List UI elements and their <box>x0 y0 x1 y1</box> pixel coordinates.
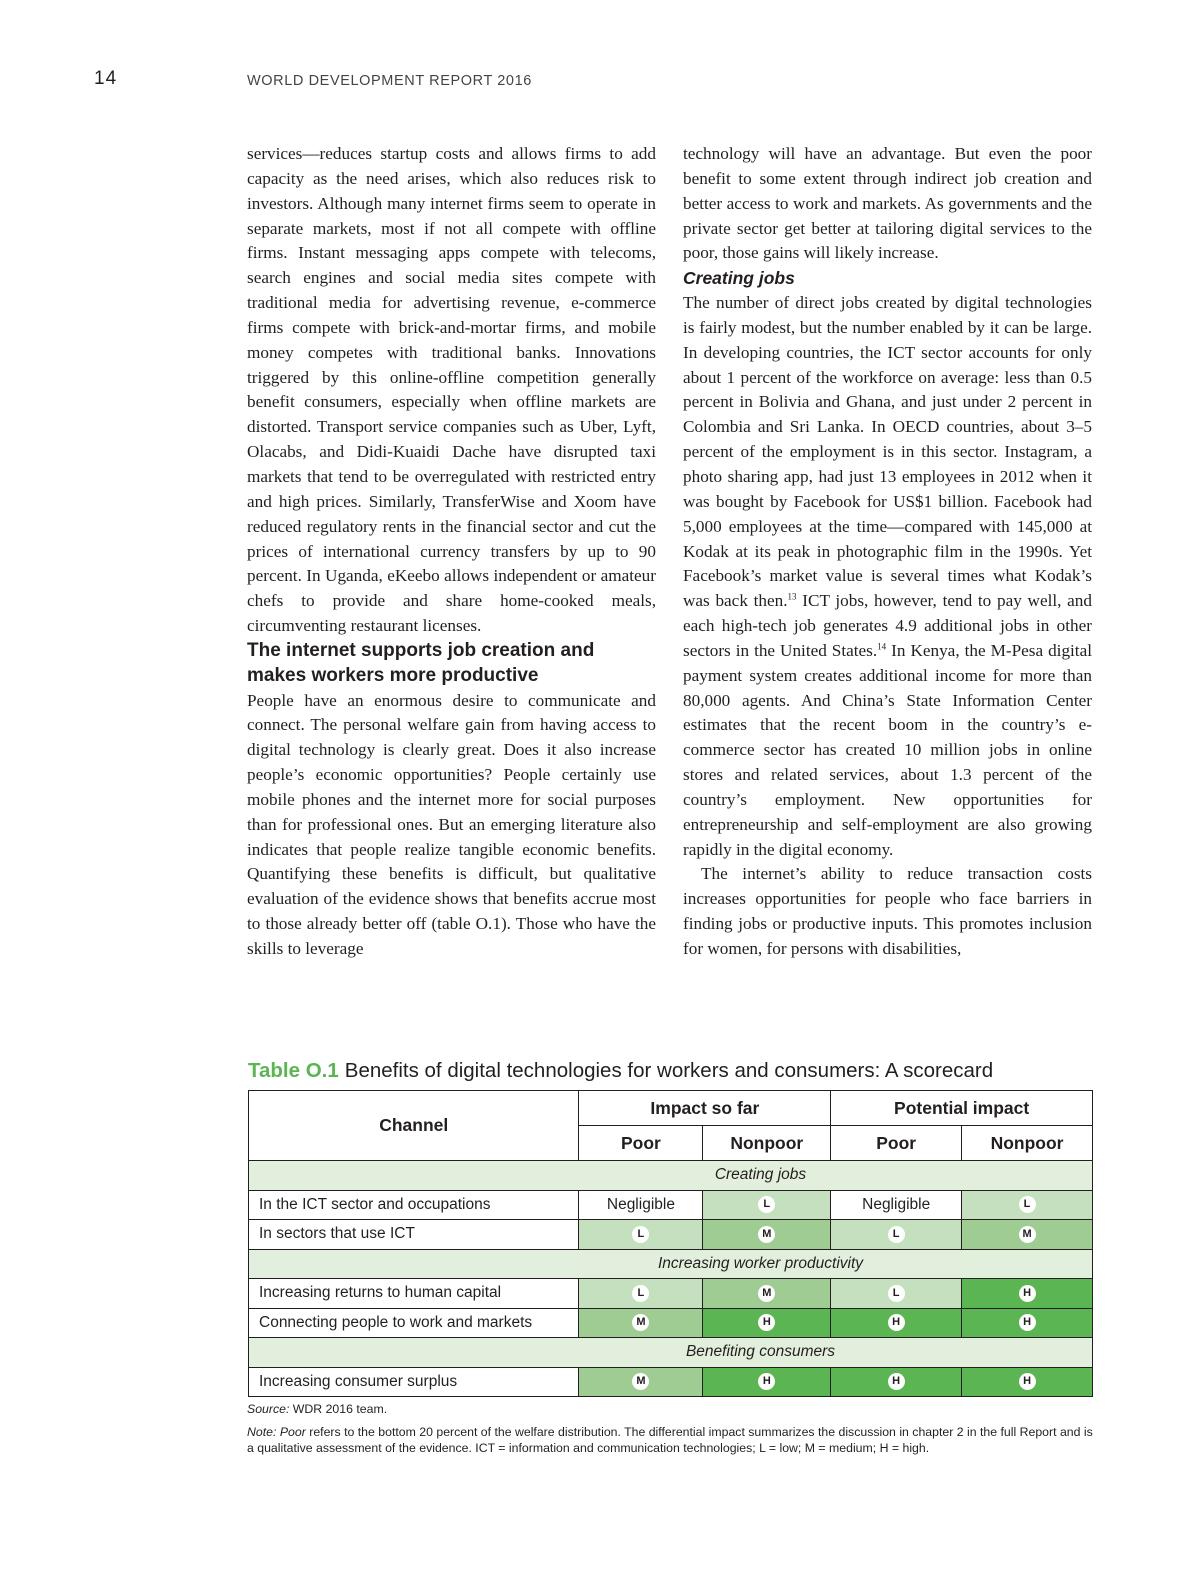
text: ICT jobs, however, tend to pay well, and each high-tech job generates 4.9 additional jobs in other sectors in the United States. <box>683 591 1092 660</box>
left-column <box>247 142 656 962</box>
body-paragraph: services—reduces startup costs and allows firms to add capacity as the need arises, which also reduces risk to investors. Although many internet firms seem to operate in separate markets, most if not all compete with offline firms. Instant messaging apps compete with telecoms, search engines and social media sites compete with traditional media for advertising revenue, e-commerce firms compete with brick-and-mortar firms, and mobile money competes with traditional banks. Innovations triggered by this online-offline competition generally benefit consumers, especially when offline markets are distorted. Transport service companies such as Uber, Lyft, Olacabs, and Didi-Kuaidi Dache have disrupted taxi markets that tend to be overregulated with restricted entry and high prices. Similarly, TransferWise and Xoom have reduced regulatory rents in the financial sector and cut the prices of international currency transfers by up to 90 percent. In Uganda, eKeebo allows independent or amateur chefs to provide and share home-cooked meals, circumventing restaurant licenses. <box>247 144 656 636</box>
rating-badge: L <box>632 1226 649 1243</box>
source-line <box>247 1401 1097 1417</box>
rating-badge: M <box>758 1226 775 1243</box>
rating-badge: L <box>888 1226 905 1243</box>
rating-cell <box>831 1279 962 1309</box>
header-channel: Channel <box>249 1091 579 1161</box>
section-row <box>249 1249 1093 1279</box>
rating-cell <box>703 1279 831 1309</box>
channel-cell: Increasing returns to human capital <box>249 1279 579 1309</box>
table-row <box>249 1279 1093 1309</box>
rating-badge: H <box>1019 1373 1036 1390</box>
rating-cell <box>579 1279 703 1309</box>
rating-badge: M <box>758 1285 775 1302</box>
rating-cell <box>579 1220 703 1250</box>
footnote-ref: 13 <box>787 591 797 602</box>
section-heading: The internet supports job creation and makes workers more productive <box>247 639 595 686</box>
rating-cell <box>831 1367 962 1397</box>
rating-badge: H <box>1019 1314 1036 1331</box>
header-nonpoor: Nonpoor <box>962 1126 1093 1161</box>
rating-cell <box>831 1308 962 1338</box>
table-label: Table O.1 <box>248 1059 339 1082</box>
rating-cell <box>962 1190 1093 1220</box>
page-number: 14 <box>94 68 118 89</box>
header-poor: Poor <box>579 1126 703 1161</box>
rating-cell <box>579 1308 703 1338</box>
table-row <box>249 1220 1093 1250</box>
rating-cell <box>962 1220 1093 1250</box>
source-text: WDR 2016 team. <box>289 1402 388 1416</box>
header-impact-so-far: Impact so far <box>579 1091 831 1126</box>
rating-badge: M <box>632 1314 649 1331</box>
table-notes <box>247 1401 1097 1463</box>
body-paragraph: technology will have an advantage. But even the poor benefit to some extent through indirect job creation and better access to work and markets. As governments and the private sector get better at tailoring digital services to the poor, those gains will likely increase. <box>683 144 1092 263</box>
section-row <box>249 1338 1093 1368</box>
rating-cell <box>831 1220 962 1250</box>
rating-badge: L <box>888 1285 905 1302</box>
note-line <box>247 1424 1097 1456</box>
table-row <box>249 1190 1093 1220</box>
note-text: refers to the bottom 20 percent of the welfare distribution. The differential impact summarizes the discussion in chapter 2 in the full Report and is a qualitative assessment of the evidence. ICT = information and communication technologies; L = low; M = medium; H = high. <box>247 1425 1093 1455</box>
header-poor: Poor <box>831 1126 962 1161</box>
channel-cell: In the ICT sector and occupations <box>249 1190 579 1220</box>
rating-badge: M <box>1019 1226 1036 1243</box>
table-title <box>248 1059 993 1083</box>
header-potential-impact: Potential impact <box>831 1091 1093 1126</box>
body-paragraph: The internet’s ability to reduce transaction costs increases opportunities for people who face barriers in finding jobs or productive inputs. This promotes inclusion for women, for persons with disabilities, <box>683 864 1092 958</box>
channel-cell: Increasing consumer surplus <box>249 1367 579 1397</box>
rating-badge: H <box>758 1314 775 1331</box>
subsection-heading: Creating jobs <box>683 268 795 289</box>
section-label: Increasing worker productivity <box>249 1249 1093 1279</box>
text: The number of direct jobs created by digital technologies is fairly modest, but the number enabled by it can be large. In developing countries, the ICT sector accounts for only about 1 percent of the workforce on average: less than 0.5 percent in Bolivia and Ghana, and just under 2 percent in Colombia and Sri Lanka. In OECD countries, about 3–5 percent of the employment is in this sector. Instagram, a photo sharing app, had just 13 employees in 2012 when it was bought by Facebook for US$1 billion. Facebook had 5,000 employees at the time—compared with 145,000 at Kodak at its peak in photographic film in the 1990s. Yet Facebook’s market value is several times what Kodak’s was back then. <box>683 293 1092 611</box>
section-label: Creating jobs <box>249 1161 1093 1191</box>
rating-cell <box>703 1367 831 1397</box>
rating-badge: H <box>1019 1285 1036 1302</box>
header-nonpoor: Nonpoor <box>703 1126 831 1161</box>
text: In Kenya, the M-Pesa digital payment system creates additional income for more than 80,000 agents. And China’s State Information Center estimates that the recent boom in the country’s e-commerce sector has created 10 million jobs in online stores and related services, about 1.3 percent of the country’s employment. New opportunities for entrepreneurship and self-employment are also growing rapidly in the digital economy. <box>683 640 1092 859</box>
section-label: Benefiting consumers <box>249 1338 1093 1368</box>
rating-cell: Negligible <box>831 1190 962 1220</box>
body-paragraph: People have an enormous desire to communicate and connect. The personal welfare gain from having access to digital technology is clearly great. Does it also increase people’s economic opportunities? People certainly use mobile phones and the internet more for social purposes than for professional ones. But an emerging literature also indicates that people realize tangible economic benefits. Quantifying these benefits is difficult, but qualitative evaluation of the evidence shows that benefits accrue most to those already better off (table O.1). Those who have the skills to leverage <box>247 690 656 958</box>
running-head: WORLD DEVELOPMENT REPORT 2016 <box>247 73 532 89</box>
rating-cell <box>579 1367 703 1397</box>
rating-badge: H <box>888 1314 905 1331</box>
rating-badge: H <box>758 1373 775 1390</box>
table-row <box>249 1308 1093 1338</box>
section-row <box>249 1161 1093 1191</box>
rating-badge: L <box>632 1285 649 1302</box>
source-label: Source: <box>247 1402 290 1416</box>
note-label: Note: <box>247 1425 277 1439</box>
table-row <box>249 1367 1093 1397</box>
footnote-ref: 14 <box>877 641 887 652</box>
table-body <box>249 1161 1093 1397</box>
channel-cell: Connecting people to work and markets <box>249 1308 579 1338</box>
note-term: Poor <box>276 1425 306 1439</box>
right-column <box>683 142 1092 962</box>
table-caption: Benefits of digital technologies for workers and consumers: A scorecard <box>344 1059 994 1082</box>
rating-cell <box>703 1190 831 1220</box>
rating-badge: L <box>758 1196 775 1213</box>
rating-cell: Negligible <box>579 1190 703 1220</box>
rating-cell <box>962 1279 1093 1309</box>
rating-cell <box>962 1367 1093 1397</box>
body-paragraph <box>683 291 1092 862</box>
rating-badge: L <box>1019 1196 1036 1213</box>
rating-cell <box>703 1220 831 1250</box>
rating-badge: H <box>888 1373 905 1390</box>
channel-cell: In sectors that use ICT <box>249 1220 579 1250</box>
rating-badge: M <box>632 1373 649 1390</box>
rating-cell <box>962 1308 1093 1338</box>
scorecard-table <box>248 1090 1093 1397</box>
rating-cell <box>703 1308 831 1338</box>
